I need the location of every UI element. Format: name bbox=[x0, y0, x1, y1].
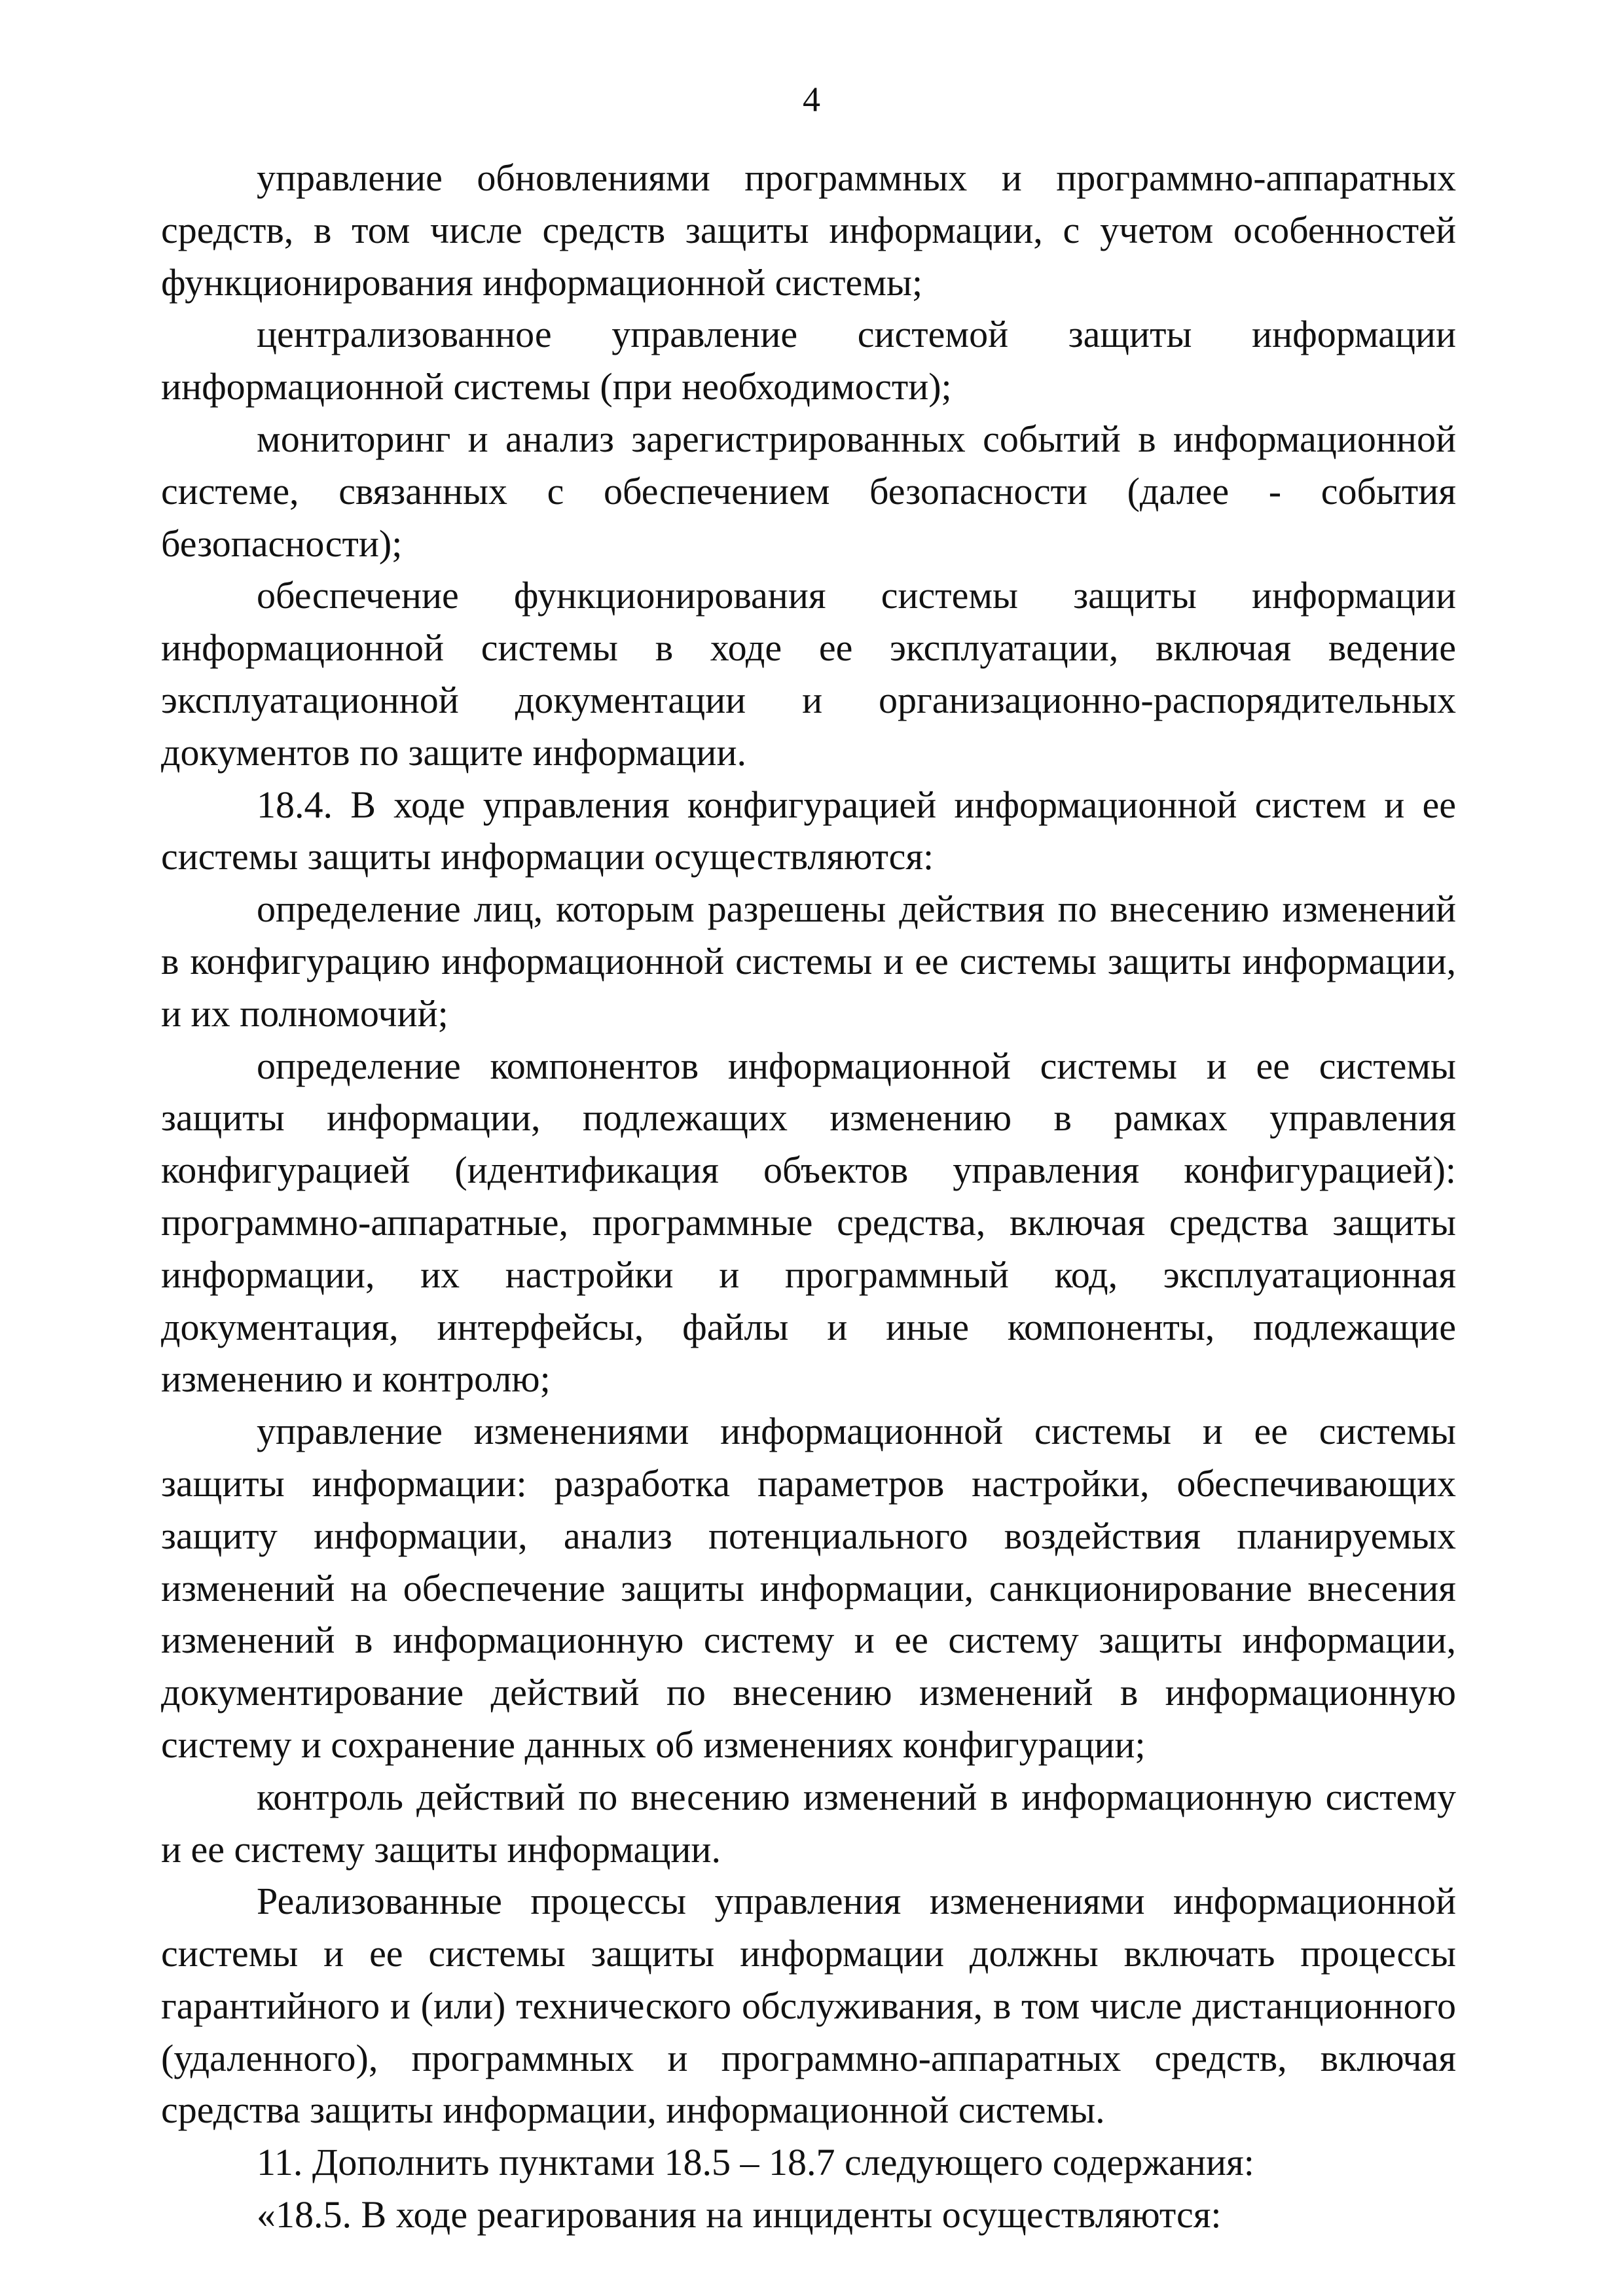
paragraph-centralized-management: централизованное управление системой защиты информации информационной системы (при необходимости); bbox=[161, 313, 1456, 408]
paragraph-18-4-heading: 18.4. В ходе управления конфигурацией информационной систем и ее системы защиты информации осуществляются: bbox=[161, 783, 1456, 878]
paragraph-amendment-11: 11. Дополнить пунктами 18.5 – 18.7 следующего содержания: bbox=[257, 2141, 1254, 2184]
page-number: 4 bbox=[803, 80, 820, 119]
paragraph-implemented-processes: Реализованные процессы управления изменениями информационной системы и ее системы защиты информации должны включать процессы гарантийного и (или) технического обслуживания, в том числе дистанционного (удаленного), программных и программно-аппаратных средств, включая средства защиты информации, информационной системы. bbox=[161, 1880, 1456, 2132]
paragraph-persons-definition: определение лиц, которым разрешены действия по внесению изменений в конфигурацию информационной системы и ее системы защиты информации, и их полномочий; bbox=[161, 888, 1456, 1035]
paragraph-updates-management: управление обновлениями программных и программно-аппаратных средств, в том числе средств защиты информации, с учетом особенностей функционирования информационной системы; bbox=[161, 156, 1456, 304]
paragraph-components-definition: определение компонентов информационной системы и ее системы защиты информации, подлежащих изменению в рамках управления конфигурацией (идентификация объектов управления конфигурацией): программно-аппаратные, программные средства, включая средства защиты информации, их настройки и программный код, эксплуатационная документация, интерфейсы, файлы и иные компоненты, подлежащие изменению и контролю; bbox=[161, 1044, 1456, 1401]
paragraph-18-5-heading: «18.5. В ходе реагирования на инциденты осуществляются: bbox=[257, 2193, 1222, 2236]
paragraph-monitoring: мониторинг и анализ зарегистрированных событий в информационной системе, связанных с обеспечением безопасности (далее - события безопасности); bbox=[161, 417, 1456, 565]
paragraph-operation-support: обеспечение функционирования системы защиты информации информационной системы в ходе ее эксплуатации, включая ведение эксплуатационной документации и организационно-распорядительных документов по защите информации. bbox=[161, 574, 1456, 774]
paragraph-change-control: контроль действий по внесению изменений в информационную систему и ее систему защиты информации. bbox=[161, 1775, 1456, 1871]
paragraph-change-management: управление изменениями информационной системы и ее системы защиты информации: разработка параметров настройки, обеспечивающих защиту информации, анализ потенциального воздействия планируемых изменений на обеспечение защиты информации, санкционирование внесения изменений в информационную систему и ее систему защиты информации, документирование действий по внесению изменений в информационную систему и сохранение данных об изменениях конфигурации; bbox=[161, 1410, 1456, 1766]
document-body bbox=[161, 152, 1456, 2241]
